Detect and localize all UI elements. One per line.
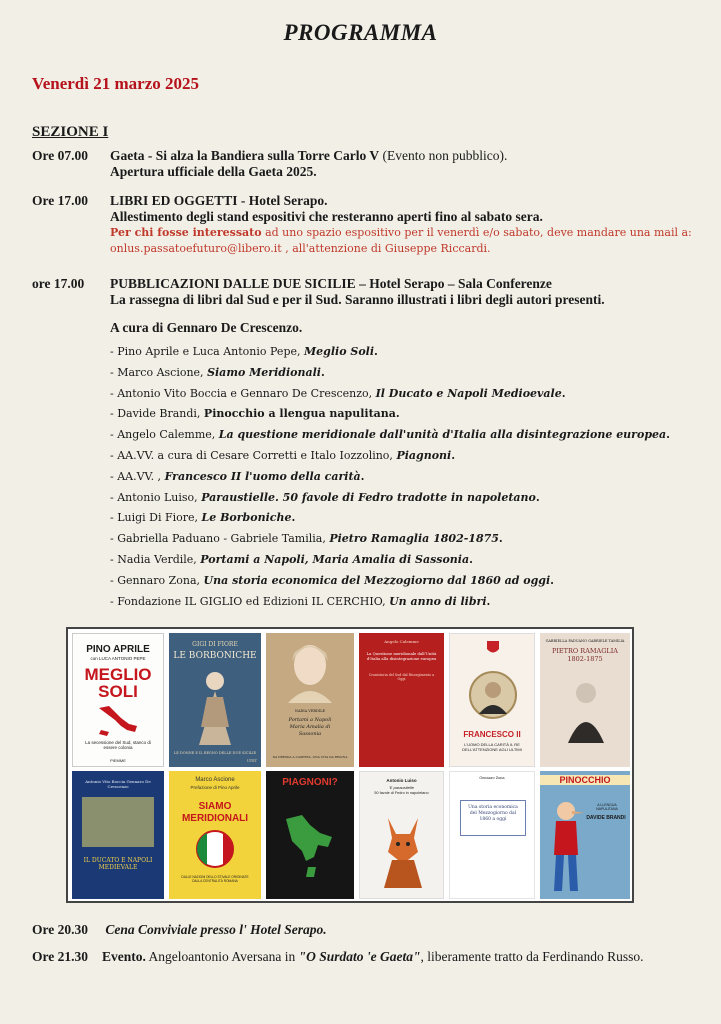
cover-author: Gennaro Zona	[479, 776, 505, 780]
cover-author: Marco Ascione	[195, 777, 235, 783]
queen-portrait-icon	[189, 667, 241, 747]
book-list-item	[110, 595, 670, 616]
book-title-end: .	[395, 407, 400, 421]
cover-meglio-soli	[72, 633, 164, 767]
cover-title-1: MEGLIO	[84, 665, 152, 684]
cover-subtitle: DA DRESDA A CASERTA, UNA VITA DA REGINA	[272, 755, 348, 759]
book-author: - Gennaro Zona,	[110, 573, 204, 587]
entry-text-end: , liberamente tratto da Ferdinando Russo.	[420, 949, 644, 964]
cover-pietro-ramaglia	[540, 633, 630, 767]
cover-subtitle: DALLE NAZIONI DELLO STIVALE ORIGINATE DALLA CENTRALITÀ ROMANA	[181, 875, 249, 883]
cover-il-ducato	[72, 771, 164, 899]
book-title: La questione meridionale dall'unità d'Italia alla disintegrazione europea	[218, 428, 667, 442]
book-covers-collage	[66, 627, 634, 903]
cover-subtitle: L'UOMO DELLA CARITÀ IL RE DELL'ATTENZIONE AGLI ULTIMI	[462, 742, 522, 752]
entry-text: Cena Conviviale presso l' Hotel Serapo.	[105, 922, 327, 937]
cover-title: 'E paraustielle	[389, 785, 414, 790]
page-title: PROGRAMMA	[283, 20, 438, 45]
entry-text: Angeloantonio Aversana in	[145, 949, 299, 964]
book-author: - Antonio Luiso,	[110, 490, 202, 504]
fox-illustration-icon	[374, 808, 432, 892]
book-list-item	[110, 574, 670, 595]
cover-author: DAVIDE BRANDI	[586, 815, 626, 821]
book-list-item	[110, 532, 670, 553]
cover-questione-meridionale	[359, 633, 444, 767]
book-title-end: .	[550, 573, 554, 587]
cover-subtitle: 50 favole di Fedro in napoletano	[374, 791, 429, 795]
entry-time: Ore 21.30	[32, 949, 88, 964]
book-title-end: .	[374, 345, 378, 358]
book-title-end: .	[360, 469, 365, 483]
cover-author: NADIA VERDILE	[294, 709, 326, 713]
book-author: - AA.VV. ,	[110, 469, 165, 483]
cover-author: PINO APRILE	[86, 644, 150, 655]
cover-author: GIGI DI FIORE	[192, 641, 238, 648]
entry-body	[110, 148, 710, 180]
book-title-end: .	[666, 428, 670, 442]
cover-title: PIETRO RAMAGLIA 1802-1875	[551, 647, 619, 663]
italy-map-icon	[95, 704, 143, 738]
book-author: - Gabriella Paduano - Gabriele Tamilia,	[110, 532, 330, 546]
schedule-entry-2030	[32, 922, 327, 938]
cover-title: Una storia economica del Mezzogiorno dal 1860 a oggi	[468, 805, 518, 822]
red-highlight: Per chi fosse interessato	[110, 226, 262, 239]
book-list-item	[110, 470, 670, 491]
woman-portrait-icon	[282, 639, 338, 703]
book-author: - Fondazione IL GIGLIO ed Edizioni IL CERCHIO,	[110, 594, 390, 608]
event-date: Venerdì 21 marzo 2025	[32, 74, 199, 93]
entry-subtitle: La rassegna di libri dal Sud e per il Sud. Saranno illustrati i libri degli autori presenti.	[110, 292, 605, 307]
schedule-entry-2130	[32, 949, 644, 965]
red-note: ad uno spazio espositivo per il venerdì e/o sabato, deve mandare una mail a:	[261, 226, 692, 239]
cover-title-1: SIAMO	[198, 801, 232, 812]
book-author: - Luigi Di Fiore,	[110, 511, 202, 525]
book-list	[110, 345, 670, 615]
cover-storia-economica	[449, 771, 535, 899]
cover-pinocchio	[540, 771, 630, 899]
cover-subtitle: A LLENGUA NAPULITANA	[596, 803, 618, 811]
book-title-end: .	[451, 448, 456, 462]
book-title: Meglio Soli	[304, 345, 375, 358]
cover-author: Angelo Calemme	[384, 639, 419, 644]
book-list-item	[110, 428, 670, 449]
book-title-end: .	[561, 386, 566, 400]
book-list-item	[110, 511, 670, 532]
book-title: Paraustielle. 50 favole di Fedro tradotte in napoletano	[201, 490, 536, 504]
book-title: Francesco II l'uomo della carità	[164, 469, 361, 483]
italian-flag-icon	[193, 829, 237, 869]
book-list-item	[110, 553, 670, 574]
cover-coauthor: con LUCA ANTONIO PEPE	[90, 656, 146, 661]
book-title: Una storia economica del Mezzogiorno dal 1860 ad oggi	[203, 573, 551, 587]
entry-time: Ore 17.00	[32, 193, 88, 208]
cover-subtitle: Cronistoria del Sud dal Risorgimento a Oggi	[368, 673, 435, 681]
cover-subtitle: La secessione del Sud, stanco di essere colonia	[85, 740, 151, 750]
section-heading: SEZIONE I	[32, 124, 109, 140]
book-list-item	[110, 366, 670, 387]
cover-title-2: SOLI	[98, 682, 138, 701]
book-list-item	[110, 449, 670, 470]
book-title-end: .	[498, 532, 503, 546]
entry-body	[110, 193, 692, 257]
entry-time: Ore 07.00	[32, 148, 88, 163]
books-curator: A cura di Gennaro De Crescenzo.	[110, 320, 303, 335]
entry-title: Gaeta - Si alza la Bandiera sulla Torre Carlo V	[110, 148, 380, 163]
entry-title: LIBRI ED OGGETTI - Hotel Serapo.	[110, 193, 328, 208]
book-list-item	[110, 345, 670, 366]
cover-authors: GABRIELLA PADUANO GABRIELE TAMILIA	[545, 639, 625, 643]
book-title: Pinocchio a llengua napulitana	[203, 407, 396, 421]
book-list-item	[110, 407, 670, 428]
contact-email[interactable]: onlus.passatoefuturo@libero.it , all'attenzione di Giuseppe Riccardi.	[110, 242, 491, 255]
cover-illustration	[82, 797, 154, 847]
entry-time: ore 17.00	[32, 276, 85, 291]
cover-le-borboniche	[169, 633, 261, 767]
crest-icon	[486, 640, 500, 656]
cover-preface: Prefazione di Pino Aprile	[190, 785, 240, 790]
entry-body	[110, 276, 690, 308]
entry-show-title: "O Surdato 'e Gaeta"	[298, 949, 421, 964]
cover-publisher: UTET	[246, 759, 257, 763]
man-portrait-icon	[564, 677, 608, 743]
book-title: Piagnoni	[396, 448, 452, 462]
entry-title: PUBBLICAZIONI DALLE DUE SICILIE – Hotel Serapo – Sala Conferenze	[110, 276, 552, 291]
entry-time: Ore 20.30	[32, 922, 88, 937]
book-author: - Antonio Vito Boccia e Gennaro De Crescenzo,	[110, 386, 376, 400]
cover-subtitle: LE DONNE E IL REGNO DELLE DUE SICILIE	[173, 751, 257, 755]
cover-title: FRANCESCO II	[463, 730, 521, 739]
entry-note: (Evento non pubblico).	[379, 148, 508, 163]
cover-piagnoni	[266, 771, 354, 899]
cover-siamo-meridionali	[169, 771, 261, 899]
book-title-end: .	[320, 365, 325, 379]
cover-title: La Questione meridionale dall'Unità d'Italia alla disintegrazione europea	[366, 651, 437, 661]
cover-francesco-ii	[449, 633, 535, 767]
book-title: Le Borboniche	[201, 511, 292, 525]
cover-title: Portami a Napoli Maria Amalia di Sassonia	[288, 717, 332, 737]
book-title-end: .	[291, 511, 296, 525]
entry-subtitle: Apertura ufficiale della Gaeta 2025.	[110, 164, 317, 179]
cover-paraustielle	[359, 771, 444, 899]
cover-title: PIAGNONI?	[282, 777, 338, 788]
book-title: Un anno di libri	[389, 594, 487, 608]
cover-portami-a-napoli	[266, 633, 354, 767]
king-portrait-icon	[468, 670, 518, 720]
book-list-item	[110, 387, 670, 408]
cover-title: PINOCCHIO	[540, 775, 630, 785]
cover-publisher: PIEMME	[110, 758, 126, 763]
book-author: - Angelo Calemme,	[110, 428, 219, 442]
entry-label: Evento.	[102, 949, 146, 964]
book-author: - Pino Aprile e Luca Antonio Pepe,	[110, 345, 304, 358]
pinocchio-figure-icon	[546, 795, 586, 895]
book-author: - Marco Ascione,	[110, 365, 208, 379]
cover-title-box	[460, 800, 526, 836]
book-author: - Nadia Verdile,	[110, 552, 201, 566]
cover-authors: Antonio Vito Boccia Gennaro De Crescenzo	[85, 779, 151, 789]
book-title-end: .	[535, 490, 540, 504]
cover-title: IL DUCATO E NAPOLI MEDIEVALE	[83, 857, 153, 871]
entry-subtitle: Allestimento degli stand espositivi che resteranno aperti fino al sabato sera.	[110, 209, 543, 224]
book-title-end: .	[486, 594, 491, 608]
book-title: Siamo Meridionali	[207, 365, 321, 379]
book-author: - Davide Brandi,	[110, 407, 204, 421]
book-author: - AA.VV. a cura di Cesare Corretti e Italo Iozzolino,	[110, 448, 397, 462]
book-title: Portami a Napoli, Maria Amalia di Sassonia	[200, 552, 470, 566]
book-title: Pietro Ramaglia 1802-1875	[329, 532, 499, 546]
cover-author: Antonio Luiso	[386, 778, 417, 783]
cover-title: LE BORBONICHE	[173, 651, 257, 661]
cover-title-2: MERIDIONALI	[181, 813, 249, 824]
southern-italy-map-icon	[280, 811, 340, 881]
book-list-item	[110, 491, 670, 512]
book-title: Il Ducato e Napoli Medioevale	[375, 386, 562, 400]
book-title-end: .	[469, 552, 473, 566]
